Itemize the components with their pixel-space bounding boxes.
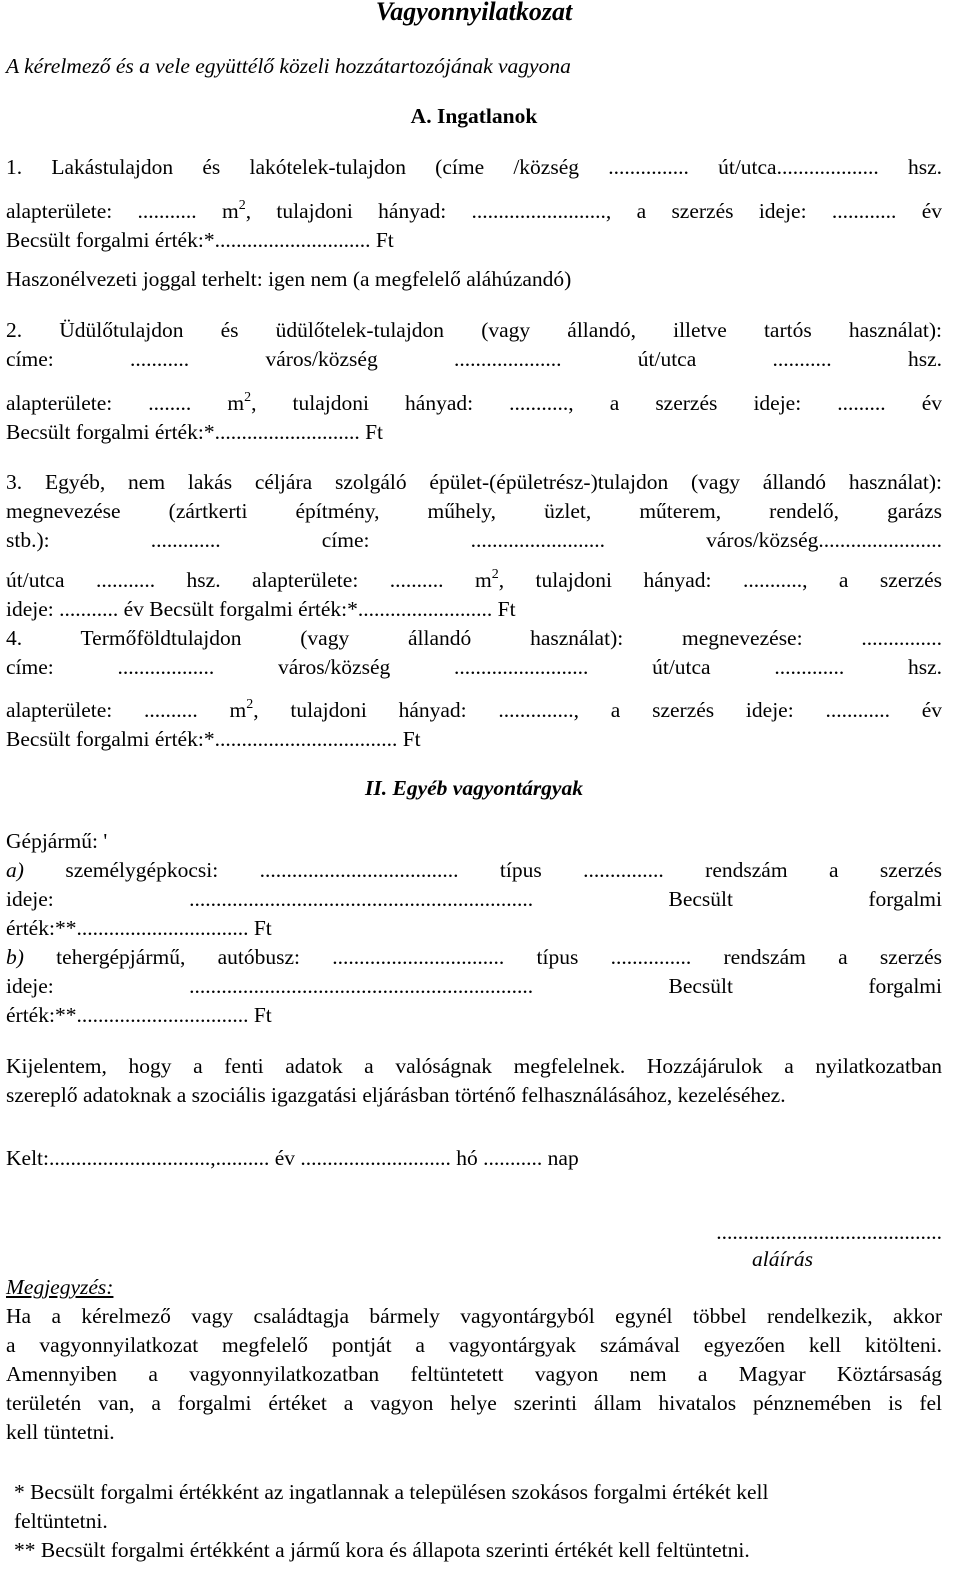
signature-line: .......................................... — [716, 1220, 942, 1244]
item4-line1: 4. Termőföldtulajdon (vagy állandó használat): megnevezése: ............... — [6, 626, 942, 650]
item4-line4: Becsült forgalmi érték:*.................................. Ft — [6, 727, 421, 751]
note-line3: Amennyiben a vagyonnyilatkozatban feltüntetett vagyon nem a Magyar Köztársaság — [6, 1362, 942, 1386]
note-line4: területén van, a forgalmi értéket a vagyon helye szerinti állam hivatalos pénznemében is fel — [6, 1391, 942, 1415]
item1-line1: 1. Lakástulajdon és lakótelek-tulajdon (címe /község ............... út/utca................... hsz. — [6, 155, 942, 179]
item2-line4: Becsült forgalmi érték:*........................... Ft — [6, 420, 384, 444]
item4-line2: címe: .................. város/község ......................... út/utca ............. hsz. — [6, 655, 942, 679]
section-b-heading: II. Egyéb vagyontárgyak — [365, 776, 583, 800]
vehicle-b-line2: ideje: ................................................................ Becsült forgalmi — [6, 974, 942, 998]
declaration-line1: Kijelentem, hogy a fenti adatok a valóságnak megfelelnek. Hozzájárulok a nyilatkozatban — [6, 1054, 942, 1078]
note-line1: Ha a kérelmező vagy családtagja bármely vagyontárgyból egynél többel rendelkezik, akkor — [6, 1304, 942, 1328]
item2-line3: alapterülete: ........ $m^2$, tulajdoni hányad: ..........., a szerzés ideje: ......... év — [6, 390, 942, 415]
item3-line5: ideje: ........... év Becsült forgalmi érték:*......................... Ft — [6, 597, 516, 621]
page-subtitle: A kérelmező és a vele együttélő közeli hozzátartozójának vagyona — [6, 54, 571, 78]
item3-line1: 3. Egyéb, nem lakás céljára szolgáló épület-(épületrész-)tulajdon (vagy állandó használat): — [6, 470, 942, 494]
item3-line4: út/utca ........... hsz. alapterülete: .......... $m^2$, tulajdoni hányad: ..........., a szerzés — [6, 567, 942, 592]
vehicle-b-line1: b) tehergépjármű, autóbusz: ................................ típus ............... rendszám a szerzés — [6, 945, 942, 969]
section-a-heading: A. Ingatlanok — [410, 104, 538, 128]
item4-line3: alapterülete: .......... $m^2$, tulajdoni hányad: .............., a szerzés ideje: ............ év — [6, 697, 943, 722]
date-line: Kelt:..............................,.......... év ............................ hó ........... nap — [6, 1146, 579, 1170]
note-label: Megjegyzés: — [6, 1275, 114, 1299]
note-line2: a vagyonnyilatkozat megfelelő pontját a vagyontárgyak számával egyezően kell kitölteni. — [6, 1333, 942, 1357]
declaration-line2: szereplő adatoknak a szociális igazgatási eljárásban történő felhasználásához, kezeléséhez. — [6, 1083, 786, 1107]
vehicle-b-line3: érték:**................................ Ft — [6, 1003, 272, 1027]
item1-line3: Becsült forgalmi érték:*............................. Ft — [6, 228, 394, 252]
signature-label: aláírás — [752, 1247, 813, 1271]
item1-line4: Haszonélvezeti joggal terhelt: igen nem (a megfelelő aláhúzandó) — [6, 267, 572, 291]
vehicle-a-line1: a) személygépkocsi: ..................................... típus ............... rendszám a szerzés — [6, 858, 942, 882]
item1-line2: alapterülete: ........... $m^2$, tulajdoni hányad: ........................., a szerzés ideje: ............ év — [6, 198, 942, 223]
footnote-2: ** Becsült forgalmi értékként a jármű kora és állapota szerinti értékét kell feltüntetni. — [14, 1538, 750, 1562]
page-title: Vagyonnyilatkozat — [375, 0, 573, 26]
vehicle-a-line2: ideje: ................................................................ Becsült forgalmi — [6, 887, 942, 911]
item2-line2: címe: ........... város/község .................... út/utca ........... hsz. — [6, 347, 942, 371]
item3-line2: megnevezése (zártkerti építmény, műhely, üzlet, műterem, rendelő, garázs — [6, 499, 942, 523]
vehicles-header: Gépjármű: ' — [6, 829, 108, 853]
footnote-1-line1: * Becsült forgalmi értékként az ingatlannak a településen szokásos forgalmi értékét kell — [14, 1480, 769, 1504]
footnote-1-line2: feltüntetni. — [14, 1509, 108, 1533]
item2-line1: 2. Üdülőtulajdon és üdülőtelek-tulajdon (vagy állandó, illetve tartós használat): — [6, 318, 942, 342]
item3-line3: stb.): ............. címe: ......................... város/község....................... — [6, 528, 942, 552]
vehicle-a-line3: érték:**................................ Ft — [6, 916, 272, 940]
note-line5: kell tüntetni. — [6, 1420, 115, 1444]
